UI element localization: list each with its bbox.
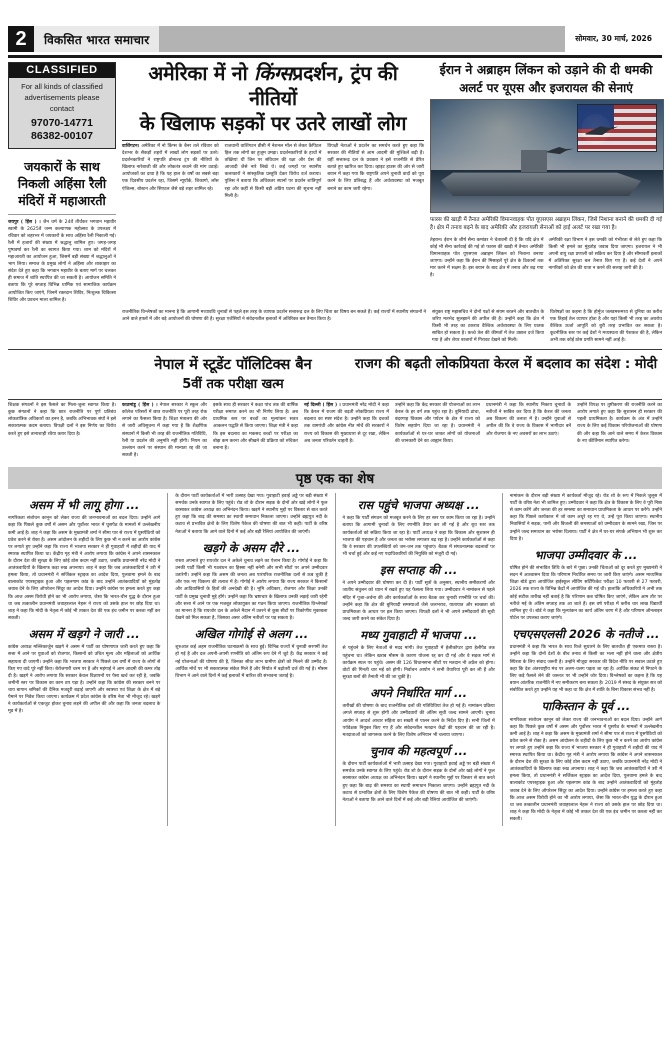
column-divider-3 [502,493,503,826]
publication-date: सोमवार, 30 मार्च, 2026 [565,26,662,52]
section-body-2-text: कांग्रेस अध्यक्ष मल्लिकार्जुन खड़गे ने असम में पार्टी का घोषणापत्र जारी करते हुए कहा कि सत्ता में आने पर युवाओं को रोजगार, किसानों को उचित मूल्य और महिलाओं को आर्थिक सहायता दी जाएगी। उन्होंने कहा कि भाजपा सरकार ने पिछले दस वर्षों में राज्य के लोगों से किए गए वादे पूरे नहीं किए। बेरोजगारी चरम पर है और महंगाई ने आम आदमी की कमर तोड़ दी है। खड़गे ने आरोप लगाया कि सरकार केवल विज्ञापनों पर पैसा खर्च कर रही है, जबकि जमीनी स्तर पर विकास का काम ठप पड़ा है। उन्होंने कहा कि कांग्रेस की सरकार बनने पर चाय बागान श्रमिकों की दैनिक मजदूरी बढ़ाई जाएगी और स्वास्थ्य एवं शिक्षा के क्षेत्र में बड़े पैमाने पर निवेश किया जाएगा। कार्यक्रम में प्रदेश कांग्रेस के वरिष्ठ नेता भी मौजूद रहे। खड़गे ने कार्यकर्ताओं से एकजुट होकर चुनाव लड़ने की अपील की और कहा कि जनता बदलाव के मूड में है। [8,645,161,715]
classified-banner: CLASSIFIED [9,63,115,78]
nepal-headline-line2: 5वीं तक परीक्षा खत्म [182,377,284,393]
lead-rule [122,140,424,141]
section-body-7-text: ने अपने उम्मीदवार की घोषणा कर दी है। पार्टी सूत्रों के अनुसार, स्थानीय समीकरणों और जातीय संतुलन को ध्यान में रखते हुए यह फैसला लिया गया। उम्मीदवार ने नामांकन से पहले मंदिर में पूजा-अर्चना की और कार्यकर्ताओं के साथ बैठक कर चुनावी रणनीति पर चर्चा की। उन्होंने कहा कि क्षेत्र की बुनियादी समस्याओं जैसे जलभराव, यातायात और स्वच्छता को प्राथमिकता के आधार पर हल किया जाएगा। विपक्षी दलों ने भी अपने उम्मीदवारों की सूची जल्द जारी करने का संकेत दिया है। [342,581,495,622]
sidebar-headline: जयकारों के साथ निकली अहिंसा रैली मंदिरों में महाआरती [17,158,107,208]
section-body-11-text: नामांकन के दौरान बड़ी संख्या में कार्यकर्ता मौजूद रहे। रोड शो के रूप में निकले जुलूस में पार्टी के वरिष्ठ नेता भी शामिल हुए। उम्मीदवार ने कहा कि क्षेत्र के विकास के लिए वे पूरी निष्ठा से काम करेंगे और जनता की हर समस्या का समाधान प्राथमिकता के आधार पर करेंगे। उन्होंने कहा कि पिछले कार्यकाल में जो काम अधूरे रह गए थे, उन्हें पूरा किया जाएगा। स्थानीय निवासियों ने सड़क, पानी और बिजली की समस्याओं को उम्मीदवार के सामने रखा, जिस पर उन्होंने जल्द समाधान का भरोसा दिलाया। पार्टी ने क्षेत्र में घर-घर संपर्क अभियान भी शुरू कर दिया है। [509,493,662,542]
section-heading-10: भाजपा उम्मीदवार के ... [534,547,638,562]
classified-phone-1: 97070-14771 [31,116,93,129]
section-body-5-text: शुरुआत कई अहम राजनीतिक घटनाक्रमों के साथ हुई। विभिन्न राज्यों में चुनावी सरगर्मी तेज हो गई है और दल अपनी-अपनी रणनीति को अंतिम रूप देने में जुटे हैं। केंद्र सरकार ने कई नई योजनाओं की घोषणा की है, जिनका सीधा लाभ ग्रामीण क्षेत्रों को मिलने की उम्मीद है। आर्थिक मोर्चे पर भी सकारात्मक संकेत मिले हैं और निर्यात में बढ़ोतरी दर्ज की गई है। मौसम विभाग ने आने वाले दिनों में कई इलाकों में बारिश की संभावना जताई है। [175,645,328,679]
lead-headline [122,62,424,137]
iran-headline: ईरान ने अब्राहम लिंकन को उड़ाने की दी धमकी [439,62,653,77]
column-divider-2 [335,493,336,826]
warship-photo [430,99,664,213]
newspaper-page [0,26,670,1050]
lead-col3-text: विपक्षी नेताओं ने प्रदर्शन का समर्थन करते हुए कहा कि सरकार की नीतियों से आम आदमी की मुश्किलें बढ़ी हैं। वहीं सत्तारूढ़ दल के प्रवक्ता ने इसे राजनीति से प्रेरित बताते हुए खारिज कर दिया। व्हाइट हाउस की ओर से जारी बयान में कहा गया कि राष्ट्रपति अपने चुनावी वादों को पूरा करने के लिए प्रतिबद्ध हैं और अर्थव्यवस्था को मजबूत बनाने का काम जारी रहेगा। [327,143,425,192]
section-body-10 [343,761,495,804]
lead-col-4 [122,309,426,348]
section-body-9 [343,703,495,739]
section-body-12-text: घोषित होने की संभावित तिथि के बारे में पूछा। उनकी चिंताओं को दूर करते हुए मुख्यमंत्री ने सदन में आश्वासन दिया कि परिणाम निर्धारित समय पर जारी किए जाएंगे। असम माध्यमिक शिक्षा बोर्ड द्वारा आयोजित हाईस्कूल लीविंग सर्टिफिकेट परीक्षा 10 फरवरी से 27 फरवरी, 2026 तक राज्य के विभिन्न केंद्रों में आयोजित की गई थी। हालांकि अधिकारियों ने अभी तक कोई सटीक तारीख नहीं बताई है कि परिणाम कब घोषित किए जाएंगे, लेकिन आम तौर पर नतीजे मई के अंतिम सप्ताह तक आ जाते हैं। इस वर्ष परीक्षा में करीब चार लाख विद्यार्थी शामिल हुए थे। बोर्ड ने कहा कि मूल्यांकन का कार्य अंतिम चरण में है और परिणाम ऑनलाइन पोर्टल पर उपलब्ध कराए जाएंगे। [509,566,662,621]
modi-headline-wrap [350,352,662,397]
classified-body-text: For all kinds of classified advertisements please contact [21,82,103,113]
classified-phone-2: 86382-00107 [31,129,93,142]
section-body-14 [510,717,662,824]
modi-dateline: नई दिल्ली ( हिंस ) । [304,403,341,409]
section-heading-5: रास पहुंचे भाजपा अध्यक्ष ... [357,497,480,512]
section-body-8 [343,645,495,681]
sidebar-dateline: जयपुर ( हिंस ) । [8,219,41,225]
continuation-column-4 [510,493,662,826]
mid-spacer [8,309,116,348]
continuation-column-3 [343,493,495,826]
continuation-banner [8,467,662,489]
second-tier-rule-2 [8,399,662,400]
page-number: 2 [8,26,34,52]
lead-col2-text: राजधानी वाशिंगटन डीसी में नेशनल मॉल से लेकर कैपिटल हिल तक लोगों का हुजूम उमड़ा। प्रदर्शनकारियों के हाथों में तख्तियां थीं जिन पर संविधान की रक्षा और प्रेस की आजादी जैसे नारे लिखे थे। कई जगहों पर स्थानीय कलाकारों ने सांस्कृतिक प्रस्तुति देकर विरोध दर्ज कराया। पुलिस ने बताया कि अधिकतर स्थानों पर प्रदर्शन शांतिपूर्ण रहा और कहीं से किसी बड़ी अप्रिय घटना की सूचना नहीं मिली है। [224,143,322,199]
lead-headline-line2: के खिलाफ सड़कों पर उतरे लाखों लोग [139,111,407,135]
carrier-tower-icon [521,150,547,172]
sidebar-body-text: जैन धर्म के 24वें तीर्थंकर भगवान महावीर स्वामी के 2625वें जन्म कल्याणक महोत्सव के उपलक्ष्य में रविवार को शहरभर में जयकारों के साथ अहिंसा रैली निकाली गई। रैली में हजारों की संख्या में श्रद्धालु शामिल हुए। जगह-जगह पुष्पवर्षा कर रैली का स्वागत किया गया। शाम को मंदिरों में महाआरती का आयोजन हुआ, जिसमें बड़ी संख्या में श्रद्धालुओं ने भाग लिया। समाज के प्रमुख लोगों ने अहिंसा और शाकाहार का संदेश देते हुए कहा कि भगवान महावीर के बताए मार्ग पर चलकर ही समाज में शांति स्थापित की जा सकती है। आयोजन समिति ने बताया कि पूरे सप्ताह विभिन्न धार्मिक एवं सामाजिक कार्यक्रम आयोजित किए जाएंगे, जिनमें रक्तदान शिविर, निःशुल्क चिकित्सा शिविर और प्रवचन माला शामिल है। [8,219,117,303]
iran-col2-text: अमेरिकी रक्षा विभाग ने इस धमकी को गंभीरता से लेते हुए कहा कि किसी भी हमले का मुंहतोड़ जवाब दिया जाएगा। इजरायल ने भी अपनी वायु रक्षा प्रणाली को सक्रिय कर दिया है और सीमावर्ती इलाकों में अतिरिक्त सुरक्षा बल तैनात किए गए हैं। कई देशों ने अपने नागरिकों को क्षेत्र की यात्रा न करने की सलाह जारी की है। [548,237,662,272]
lead-dateline: वाशिंगटन। [122,143,140,149]
iran-col1-text: तेहरान। ईरान के शीर्ष सैन्य कमांडर ने चेतावनी दी है कि यदि क्षेत्र में कोई भी सैन्य कार्रवाई की गई तो फारस की खाड़ी में तैनात अमेरिकी विमानवाहक पोत यूएसएस अब्राहम लिंकन को निशाना बनाया जाएगा। उन्होंने कहा कि ईरान की मिसाइलें पूरे क्षेत्र के ठिकानों तक मार करने में सक्षम हैं। इस बयान के बाद क्षेत्र में तनाव और बढ़ गया है। [430,237,544,279]
nepal-dateline: काठमांडू ( हिंस ) । [122,403,158,409]
nepal-col-2 [213,402,298,462]
modi-col-4 [577,402,662,462]
section-heading-12: पाकिस्तान के पूर्व ... [541,699,631,714]
lead-col4-text: राजनीतिक विश्लेषकों का मानना है कि आगामी मध्यावधि चुनावों से पहले इस तरह के व्यापक प्रदर्शन सत्तारूढ़ दल के लिए चिंता का विषय बन सकते हैं। कई राज्यों में स्थानीय संगठनों ने आने वाले हफ्तों में और बड़े आयोजनों की घोषणा की है। सुरक्षा एजेंसियों ने संवेदनशील इलाकों में अतिरिक्त बल तैनात किया है। [122,309,426,322]
section-body-1 [8,515,160,622]
iran-body-columns [430,237,662,283]
iran-story-column [430,62,662,307]
iran-col-3 [432,309,544,348]
section-body-14-text: नागरिकता संशोधन कानून को लेकर राज्य की जनभावनाओं का बदल दिया। उन्होंने आगे कहा कि पिछले कुछ वर्षों में असम और पूर्वोत्तर भारत में घुसपैठ के मामलों में उल्लेखनीय कमी आई है। शाह ने कहा कि असम के मुख्यमंत्री शर्मा ने सीमा पार से राज्य में घुसपैठियों को प्रवेश करने से रोका है। असम आंदोलन के शहीदों के लिए कुछ भी न करने का आरोप कांग्रेस पर लगाते हुए उन्होंने कहा कि राज्य में भाजपा सरकार ने ही गुवाहाटी में शहीदों की याद में स्मारक स्थापित किया था। केंद्रीय गृह मंत्री ने आरोप लगाया कि कांग्रेस ने अपने शासनकाल के दौरान देश की सुरक्षा के लिए कोई ठोस कदम नहीं उठाए, जबकि प्रधानमंत्री नरेंद्र मोदी ने आतंकवादियों के खिलाफ कड़ा रुख अपनाया। शाह ने कहा कि जब आतंकवादियों ने उरी में हमला किया, तो प्रधानमंत्री ने सर्जिकल स्ट्राइक का आदेश दिया, पुलवामा हमले के बाद बालाकोट एयरस्ट्राइक हुआ और पहलगाम कांड के बाद उन्होंने आतंकवादियों को मुंहतोड़ जवाब देने के लिए ऑपरेशन सिंदूर का आदेश दिया। उन्होंने कांग्रेस पर हमला करते हुए कहा कि आज असम विरोधी होने का भी आरोप लगाया, जैसा कि भारत-चीन युद्ध के दौरान हुआ था जब तत्कालीन प्रधानमंत्री जवाहरलाल नेहरू ने राज्य को उसके हाल पर छोड़ दिया था। शाह ने कहा कि मोदी के नेतृत्व में कोई भी ताकत देश की एक इंच जमीन पर कब्जा नहीं कर सकती। [509,717,662,823]
section-heading-1: असम में भी लागू होगा ... [28,497,140,512]
lead-headline-italic: किंग्स [254,62,293,85]
divider [8,214,116,215]
section-heading-9: चुनाव की महत्वपूर्ण ... [369,743,468,758]
modi-col-1 [304,402,389,462]
lead-col1-text: अमेरिका में नो किंग्स के बैनर तले रविवार को देशभर के सैकड़ों शहरों में लाखों लोग सड़कों पर उतरे। प्रदर्शनकारियों ने राष्ट्रपति डोनाल्ड ट्रंप की नीतियों के खिलाफ नारेबाजी की और लोकतंत्र बचाने की मांग उठाई। आयोजकों का दावा है कि यह हाल के वर्षों का सबसे बड़ा एक दिवसीय प्रदर्शन रहा, जिसमें न्यूयॉर्क, शिकागो, लॉस एंजिल्स, बोस्टन और सिएटल जैसे बड़े शहर शामिल रहे। [122,143,219,192]
lead-col-1 [122,143,219,203]
continuation-column-1 [8,493,160,826]
section-body-12 [510,565,662,622]
sidebar-overflow [8,402,116,462]
section-body-6 [343,515,495,558]
nepal-col1-text: नेपाल सरकार ने स्कूल और कॉलेज परिसरों में छात्र राजनीति पर पूरी तरह रोक लगाने का फैसला किया है। शिक्षा मंत्रालय की ओर से जारी अधिसूचना में कहा गया है कि शैक्षणिक संस्थानों में किसी भी तरह की राजनीतिक गतिविधि, रैली या प्रदर्शन की अनुमति नहीं होगी। नियम का उल्लंघन करने पर संस्थान की मान्यता रद्द की जा सकती है। [122,403,207,458]
nepal-headline-line1: नेपाल में स्टूडेंट पॉलिटिक्स बैन [154,357,312,374]
section-heading-3: खड़गे के असम दौरे ... [202,540,300,555]
second-tier-rule [8,349,662,350]
nepal-col2-text: इसके साथ ही सरकार ने कक्षा पांच तक की वार्षिक परीक्षा समाप्त करने का भी निर्णय लिया है। अब प्राथमिक स्तर पर बच्चों का मूल्यांकन सतत आकलन पद्धति से किया जाएगा। शिक्षा मंत्री ने कहा कि इस बदलाव का मकसद बच्चों पर परीक्षा का बोझ कम करना और सीखने की प्रक्रिया को रुचिकर बनाना है। [213,403,298,451]
lead-headline-part1: अमेरिका में नो [148,62,255,85]
section-heading-8: अपने निर्धारित मार्ग ... [370,685,468,700]
nepal-headline-wrap [124,352,342,397]
nepal-col-1 [122,402,207,462]
second-tier-spacer [8,352,116,397]
iran-col4-text: विशेषज्ञों का कहना है कि होर्मुज जलडमरूमध्य से दुनिया का करीब एक तिहाई तेल व्यापार होता है और यहां किसी भी तरह का अवरोध वैश्विक ऊर्जा आपूर्ति को बुरी तरह प्रभावित कर सकता है। कूटनीतिक स्तर पर कई देशों ने मध्यस्थता की पेशकश की है, लेकिन अभी तक कोई ठोस प्रगति सामने नहीं आई है। [550,309,662,344]
iran-col3-text: संयुक्त राष्ट्र महासचिव ने दोनों पक्षों से संयम बरतने और बातचीत के जरिए मतभेद सुलझाने की अपील की है। उन्होंने कहा कि क्षेत्र में किसी भी तरह का टकराव वैश्विक अर्थव्यवस्था के लिए घातक साबित हो सकता है। कच्चे तेल की कीमतों में तेज उछाल दर्ज किया गया है और शेयर बाजारों में गिरावट देखने को मिली। [432,309,544,344]
us-flag-icon [577,104,657,152]
lead-col-3 [327,143,424,203]
section-body-3-lead-text: के दौरान पार्टी कार्यकर्ताओं में भारी उत्साह देखा गया। गुवाहाटी हवाई अड्डे पर बड़ी संख्या में समर्थक उनके स्वागत के लिए पहुंचे। रोड शो के दौरान सड़क के दोनों ओर खड़े लोगों ने फूल बरसाकर कांग्रेस अध्यक्ष का अभिनंदन किया। खड़गे ने स्थानीय मुद्दों पर विस्तार से बात करते हुए कहा कि बाढ़ की समस्या का स्थायी समाधान निकाला जाएगा। उन्होंने ब्रह्मपुत्र नदी के कटाव से प्रभावित क्षेत्रों के लिए विशेष पैकेज की घोषणा की बात भी कही। पार्टी के वरिष्ठ नेताओं ने बताया कि आने वाले दिनों में कई और बड़ी रैलियां आयोजित की जाएंगी। [175,493,328,535]
modi-headline: राजग की बढ़ती लोकप्रियता केरल में बदलाव का संदेश : मोदी [354,356,658,373]
iran-col-4 [550,309,662,348]
iran-subheadline: अलर्ट पर यूएस और इजरायल की सेनाएं [459,80,633,95]
top-section [8,62,662,307]
photo-caption: फारस की खाड़ी में तैनात अमेरिकी विमानवाहक पोत यूएसएस अब्राहम लिंकन, जिसे निशाना बनाने की धमकी दी गई है। क्षेत्र में तनाव बढ़ने के बाद अमेरिकी और इजरायली सेनाओं को हाई अलर्ट पर रखा गया है। [430,217,662,231]
section-heading-4: अखिल गोगोई से अलग ... [194,626,309,641]
modi-col3-text: प्रधानमंत्री ने कहा कि स्थानीय निकाय चुनावों के नतीजों ने साबित कर दिया है कि केरल की जनता अब विकल्प की तलाश में है। उन्होंने युवाओं से अपील की कि वे राज्य के विकास में भागीदार बनें और रोजगार के नए अवसरों का लाभ उठाएं। [486,403,571,437]
mid-body-row [8,309,662,348]
modi-col-2 [395,402,480,462]
masthead-rule [8,55,662,58]
section-body-13-text: प्रधानमंत्री ने कहा कि भारत के साथ रिश्ते सुधारने के लिए बातचीत ही एकमात्र रास्ता है। उन्होंने कहा कि दोनों देशों के बीच तनाव से किसी का भला नहीं होने वाला और क्षेत्रीय स्थिरता के लिए संवाद जरूरी है। उन्होंने मौजूदा सरकार की विदेश नीति पर सवाल उठाते हुए कहा कि देश अंतरराष्ट्रीय मंच पर अलग-थलग पड़ता जा रहा है। आर्थिक संकट से निपटने के लिए कड़े फैसले लेने की जरूरत पर भी उन्होंने जोर दिया। विश्लेषकों का कहना है कि यह बयान आंतरिक राजनीति में नए समीकरण बना सकता है। 2019 में संसद के संयुक्त सत्र को संबोधित करते हुए उन्होंने यह भी कहा था कि क्षेत्र में शांति के बिना विकास संभव नहीं है। [509,645,662,694]
section-body-6-text: ने कहा कि पार्टी संगठन को मजबूत करने के लिए हर स्तर पर काम किया जा रहा है। उन्होंने बताया कि आगामी चुनावों के लिए रणनीति तैयार कर ली गई है और बूथ स्तर तक कार्यकर्ताओं को सक्रिय किया जा रहा है। पार्टी अध्यक्ष ने कहा कि विकास और सुशासन ही भाजपा की पहचान है और जनता का भरोसा लगातार बढ़ रहा है। उन्होंने कार्यकर्ताओं से कहा कि वे सरकार की उपलब्धियों को जन-जन तक पहुंचाएं। बैठक में संगठनात्मक बदलावों पर भी चर्चा हुई और कई नए पदाधिकारियों की नियुक्ति को मंजूरी दी गई। [342,516,495,557]
section-heading-11: एचएसएलसी 2026 के नतीजे ... [512,626,660,641]
section-body-13 [510,644,662,694]
section-body-4 [175,558,327,622]
section-body-2 [8,644,160,715]
section-body-8-text: से पहुंचने के लिए नेताओं से मदद मांगी। तेज गुवाहाटी में हेलीकॉप्टर द्वारा हेलीपैड तक पहुंचना था। लेकिन खराब मौसम के कारण योजना रद्द कर दी गई और वे सड़क मार्ग से कार्यक्रम स्थल पर पहुंचे। असम की 126 विधानसभा सीटों पर मतदान नौ अप्रैल को होगा। वोटों की गिनती चार मई को होगी। निर्वाचन आयोग ने सभी तैयारियां पूरी कर ली हैं और सुरक्षा बलों की तैनाती भी की जा चुकी है। [342,646,495,680]
section-body-9-text: तारीखों की घोषणा के बाद राजनीतिक दलों की गतिविधियां तेज हो गई हैं। नामांकन प्रक्रिया अगले सप्ताह से शुरू होगी और उम्मीदवारों की अंतिम सूची जल्द सामने आएगी। चुनाव आयोग ने आदर्श आचार संहिता का सख्ती से पालन करने के निर्देश दिए हैं। सभी जिलों में पर्यवेक्षक नियुक्त किए गए हैं और संवेदनशील मतदान केंद्रों की पहचान की जा रही है। मतदाताओं को जागरूक करने के लिए विशेष अभियान भी चलाया जाएगा। [342,704,495,738]
lead-col-2 [225,143,322,203]
publication-title: विकसित भारत समाचार [34,26,159,52]
continuation-grid [8,493,662,826]
section-body-10-text: के दौरान पार्टी कार्यकर्ताओं में भारी उत्साह देखा गया। गुवाहाटी हवाई अड्डे पर बड़ी संख्या में समर्थक उनके स्वागत के लिए पहुंचे। रोड शो के दौरान सड़क के दोनों ओर खड़े लोगों ने फूल बरसाकर कांग्रेस अध्यक्ष का अभिनंदन किया। खड़गे ने स्थानीय मुद्दों पर विस्तार से बात करते हुए कहा कि बाढ़ की समस्या का स्थायी समाधान निकाला जाएगा। उन्होंने ब्रह्मपुत्र नदी के कटाव से प्रभावित क्षेत्रों के लिए विशेष पैकेज की घोषणा की बात भी कही। पार्टी के वरिष्ठ नेताओं ने बताया कि आने वाले दिनों में कई और बड़ी रैलियां आयोजित की जाएंगी। [342,762,495,803]
modi-col1-text: प्रधानमंत्री नरेंद्र मोदी ने कहा कि केरल में राजग की बढ़ती लोकप्रियता राज्य में बदलाव का स्पष्ट संदेश है। उन्होंने कहा कि दशकों तक वामपंथी और कांग्रेस नीत मोर्चे की सरकारों ने राज्य को विकास की मुख्यधारा से दूर रखा, लेकिन अब जनता परिवर्तन चाहती है। [304,403,389,444]
section-heading-2: असम में खड़गे ने जारी ... [28,626,140,641]
classified-column [8,62,116,307]
section-body-7 [343,580,495,623]
classified-ad-box[interactable] [8,62,116,149]
lead-headline-part2: प्रदर्शन, ट्रंप की नीतियों [249,62,398,110]
iran-col-2 [549,237,663,283]
continuation-banner-label: पृष्ठ एक का शेष [295,470,375,487]
iran-col-1 [430,237,544,283]
modi-col2-text: उन्होंने कहा कि केंद्र सरकार की योजनाओं का लाभ केरल के हर वर्ग तक पहुंच रहा है। बुनियादी ढांचा, बंदरगाह विकास और पर्यटन के क्षेत्र में राज्य को विशेष सहयोग दिया जा रहा है। प्रधानमंत्री ने कार्यकर्ताओं से घर-घर जाकर लोगों को योजनाओं की जानकारी देने का आह्वान किया। [395,403,480,444]
sidebar-overflow-text: शिक्षक संगठनों ने इस फैसले का मिला-जुला स्वागत किया है। कुछ संगठनों ने कहा कि छात्र राजनीति पर पूर्ण प्रतिबंध लोकतांत्रिक अधिकारों का हनन है, जबकि अभिभावक संघों ने इसे सकारात्मक कदम बताया। विपक्षी दलों ने इस निर्णय का विरोध करते हुए इसे तानाशाही रवैया करार दिया है। [8,403,116,437]
section-body-3-lead [175,493,327,536]
continuation-column-2 [175,493,327,826]
section-heading-6: इस सप्ताह की ... [379,563,458,577]
section-body-4-text: रास्ता अपनाते हुए रायजोर दल ने अकेले चुनाव लड़ने का ऐलान किया है। गोगोई ने कहा कि उनकी पार्टी किसी भी गठबंधन का हिस्सा नहीं बनेगी और सभी सीटों पर अपने उम्मीदवार उतारेगी। उन्होंने कहा कि असम की जनता अब पारंपरिक राजनीतिक दलों से ऊब चुकी है और एक नए विकल्प की तलाश में है। गोगोई ने आरोप लगाया कि राज्य सरकार ने किसानों और आदिवासियों के हितों की अनदेखी की है। भूमि अधिकार, रोजगार और शिक्षा उनकी पार्टी के प्रमुख चुनावी मुद्दे होंगे। उन्होंने कहा कि भ्रष्टाचार के खिलाफ उनकी लड़ाई जारी रहेगी और सत्ता में आने पर एक मजबूत लोकायुक्त का गठन किया जाएगा। राजनीतिक विश्लेषकों का मानना है कि रायजोर दल के अकेले मैदान में उतरने से कुछ सीटों पर त्रिकोणीय मुकाबला देखने को मिल सकता है, जिसका असर अंतिम नतीजों पर पड़ सकता है। [175,559,328,621]
modi-col4-text: उन्होंने विपक्ष पर तुष्टीकरण की राजनीति करने का आरोप लगाते हुए कहा कि सुशासन ही सरकार की पहली प्राथमिकता है। कार्यक्रम के अंत में उन्होंने राज्य के लिए कई विकास परियोजनाओं की घोषणा की और कहा कि आने वाले समय में केरल विकास के नए कीर्तिमान स्थापित करेगा। [577,403,662,444]
second-tier-headlines [8,352,662,397]
lead-body-columns [122,143,424,203]
section-body-5 [175,644,327,680]
masthead [8,26,662,52]
section-body-11 [510,493,662,543]
sidebar-article-body [8,219,116,304]
masthead-spacer [159,26,565,52]
column-divider-1 [167,493,168,826]
section-heading-7: मध्य गुवाहाटी में भाजपा ... [360,628,477,643]
second-tier-body [8,402,662,462]
section-body-1-text: नागरिकता संशोधन कानून को लेकर राज्य की जनभावनाओं का बदल दिया। उन्होंने आगे कहा कि पिछले कुछ वर्षों में असम और पूर्वोत्तर भारत में घुसपैठ के मामलों में उल्लेखनीय कमी आई है। शाह ने कहा कि असम के मुख्यमंत्री शर्मा ने सीमा पार से राज्य में घुसपैठियों को प्रवेश करने से रोका है। असम आंदोलन के शहीदों के लिए कुछ भी न करने का आरोप कांग्रेस पर लगाते हुए उन्होंने कहा कि राज्य में भाजपा सरकार ने ही गुवाहाटी में शहीदों की याद में स्मारक स्थापित किया था। केंद्रीय गृह मंत्री ने आरोप लगाया कि कांग्रेस ने अपने शासनकाल के दौरान देश की सुरक्षा के लिए कोई ठोस कदम नहीं उठाए, जबकि प्रधानमंत्री नरेंद्र मोदी ने आतंकवादियों के खिलाफ कड़ा रुख अपनाया। शाह ने कहा कि जब आतंकवादियों ने उरी में हमला किया, तो प्रधानमंत्री ने सर्जिकल स्ट्राइक का आदेश दिया, पुलवामा हमले के बाद बालाकोट एयरस्ट्राइक हुआ और पहलगाम कांड के बाद उन्होंने आतंकवादियों को मुंहतोड़ जवाब देने के लिए ऑपरेशन सिंदूर का आदेश दिया। उन्होंने कांग्रेस पर हमला करते हुए कहा कि आज असम विरोधी होने का भी आरोप लगाया, जैसा कि भारत-चीन युद्ध के दौरान हुआ था जब तत्कालीन प्रधानमंत्री जवाहरलाल नेहरू ने राज्य को उसके हाल पर छोड़ दिया था। शाह ने कहा कि मोदी के नेतृत्व में कोई भी ताकत देश की एक इंच जमीन पर कब्जा नहीं कर सकती। [8,516,161,621]
lead-story-column [122,62,424,307]
aircraft-carrier-icon [441,170,641,196]
modi-col-3 [486,402,571,462]
